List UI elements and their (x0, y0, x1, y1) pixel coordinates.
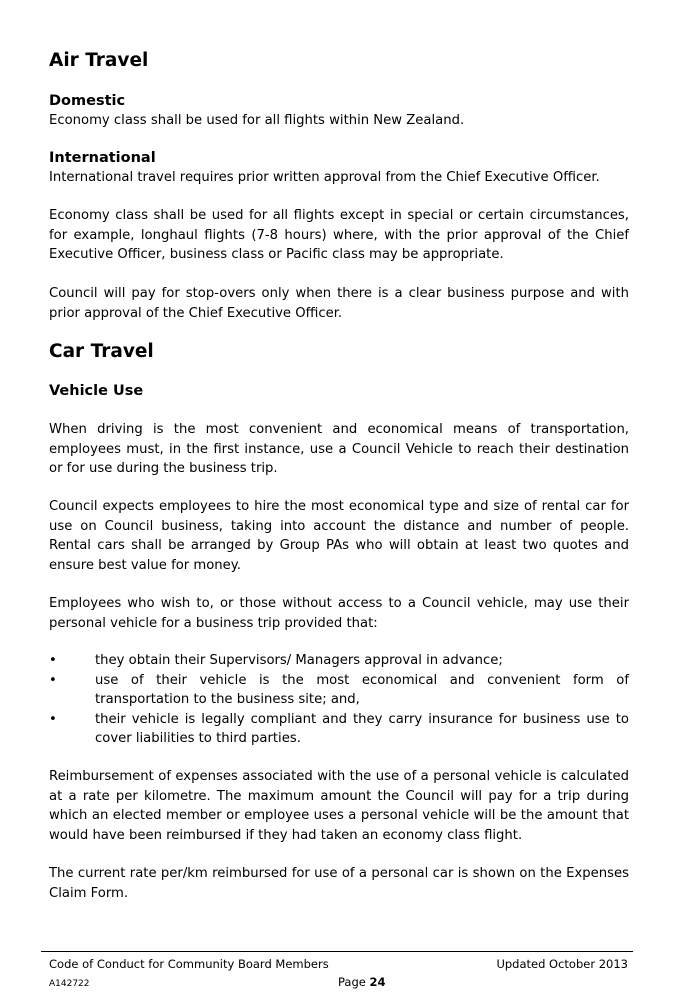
page-label: Page (338, 975, 366, 989)
vehicle-use-paragraph-3: Employees who wish to, or those without access to a Council vehicle, may use their personal vehicle for a business trip provided that: (49, 596, 629, 631)
international-paragraph-1: International travel requires prior written approval from the Chief Executive Officer. (49, 170, 600, 185)
list-item-text: they obtain their Supervisors/ Managers approval in advance; (95, 653, 503, 668)
heading-vehicle-use: Vehicle Use (49, 383, 144, 399)
vehicle-use-paragraph-5: The current rate per/km reimbursed for use of a personal car is shown on the Expenses Claim Form. (49, 866, 629, 901)
heading-international: International (49, 150, 156, 166)
list-item-text: use of their vehicle is the most economical and convenient form of transportation to the business site; and, (95, 672, 629, 708)
heading-air-travel: Air Travel (49, 50, 149, 71)
list-item (49, 671, 629, 710)
international-paragraph-3: Council will pay for stop-overs only when there is a clear business purpose and with prior approval of the Chief Executive Officer. (49, 286, 629, 321)
list-item-text: their vehicle is legally compliant and they carry insurance for business use to cover liabilities to third parties. (95, 711, 629, 747)
list-item (49, 651, 629, 671)
bullet-icon: • (49, 672, 57, 688)
footer-doc-id: A142722 (49, 979, 90, 989)
international-paragraph-2: Economy class shall be used for all flights except in special or certain circumstances, for example, longhaul flights (7-8 hours) where, with the prior approval of the Chief Executive Officer, business class or Pacific class may be appropriate. (49, 208, 629, 263)
domestic-text: Economy class shall be used for all flights within New Zealand. (49, 113, 465, 128)
heading-car-travel: Car Travel (49, 341, 154, 362)
page-number: 24 (369, 975, 386, 989)
bullet-icon: • (49, 653, 57, 668)
vehicle-use-paragraph-2: Council expects employees to hire the most economical type and size of rental car for use on Council business, taking into account the distance and number of people. Rental cars shall be arranged by Group PAs who will obtain at least two quotes and ensure best value for money. (49, 499, 629, 573)
footer-updated: Updated October 2013 (496, 957, 628, 971)
list-item (49, 710, 629, 749)
footer-title: Code of Conduct for Community Board Members (49, 957, 329, 971)
footer-divider (41, 951, 633, 952)
heading-domestic: Domestic (49, 93, 126, 109)
footer-page (338, 975, 386, 989)
vehicle-use-paragraph-4: Reimbursement of expenses associated with the use of a personal vehicle is calculated at a rate per kilometre. The maximum amount the Council will pay for a trip during which an elected member or employee uses a personal vehicle will be the amount that would have been reimbursed if they had taken an economy class flight. (49, 769, 629, 843)
vehicle-use-paragraph-1: When driving is the most convenient and economical means of transportation, employees must, in the first instance, use a Council Vehicle to reach their destination or for use during the business trip. (49, 422, 629, 477)
bullet-icon: • (49, 711, 57, 727)
conditions-list (49, 651, 629, 749)
